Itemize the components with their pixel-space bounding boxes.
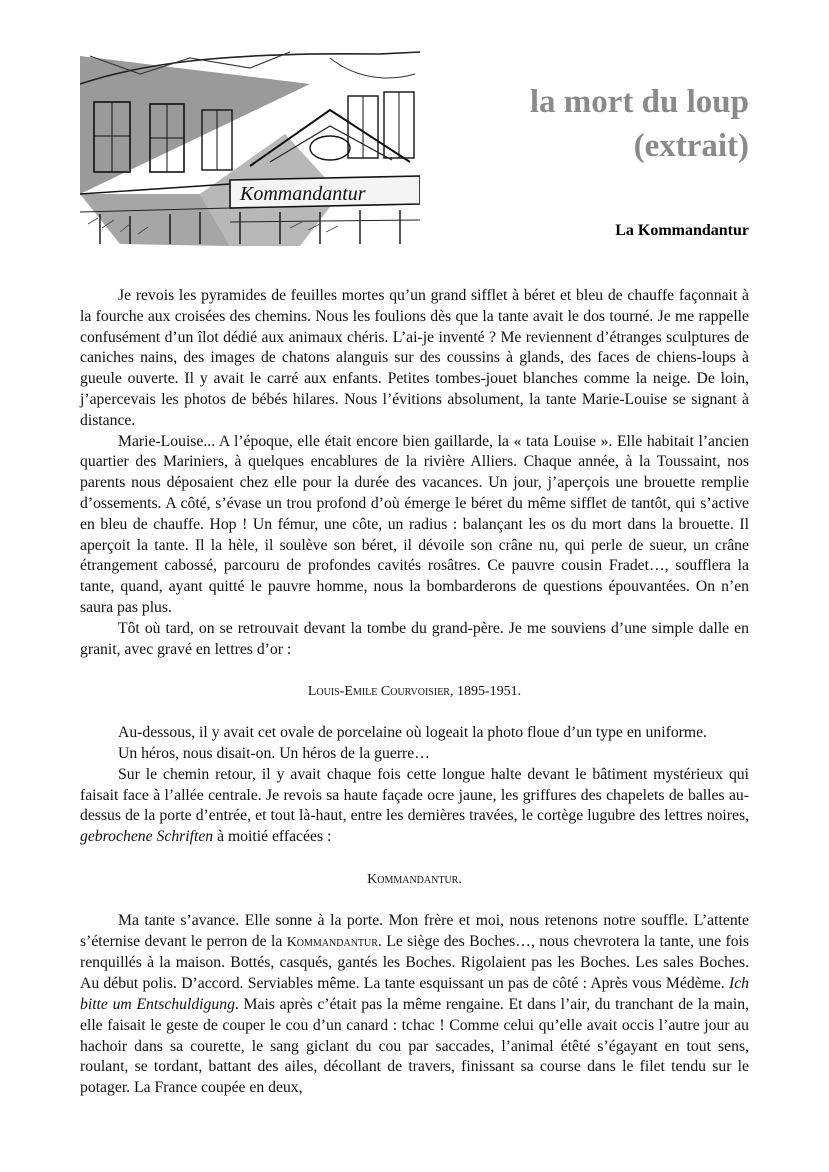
paragraph-2: Marie-Louise... A l’époque, elle était encore bien gaillarde, la « tata Louise ». Elle habitait l’ancien quartier des Mariniers, à quelques encablures de la rivière Alliers. Chaque année, à la Toussaint, nos parents nous déposaient chez elle pour la durée des vacances. Un jour, j’aperçois une brouette remplie d’ossements. A côté, s’évase un trou profond d’où émerge le béret du même sifflet de tantôt, qui s’active en bleu de chauffe. Hop ! Un fémur, une côte, un radius : balançant les os du mort dans la brouette. Il aperçoit la tante. Il la hèle, il soulève son béret, il dévoile son crâne nu, qui perle de sueur, un crâne étrangement cabossé, parcouru de profondes cavités rosâtres. Ce pauvre cousin Fradet…, soufflera la tante, quand, ayant quitté le pauvre homme, nous la bombarderons de questions épouvantées. On n’en saura pas plus. [80, 432, 749, 616]
paragraph-7-italic: Ich bitte um Entschuldigung [80, 975, 749, 1013]
paragraph-7 [80, 911, 749, 1099]
epitaph-text: Louis-Emile Courvoisier, 1895-1951. [307, 684, 522, 700]
document-body [80, 286, 749, 1099]
paragraph-7-smallcaps: Kommandantur [286, 934, 378, 950]
paragraph-6-text-a: Sur le chemin retour, il y avait chaque fois cette longue halte devant le bâtiment mystérieux qui faisait face à l’allée centrale. Je revois sa haute façade ocre jaune, les griffures des chapelets de balles au-dessus de la porte d’entrée, et tout là-haut, entre les dernières travées, le cortège lugubre des lettres noires, [80, 765, 749, 825]
document-title [530, 80, 749, 168]
sign-line [80, 869, 749, 891]
paragraph-5: Un héros, nous disait-on. Un héros de la guerre… [118, 744, 430, 762]
epitaph-line [80, 681, 749, 703]
paragraph-6 [80, 765, 749, 848]
paragraph-6-italic: gebrochene Schriften [80, 828, 214, 846]
paragraph-6-text-b: à moitié effacées : [213, 828, 332, 846]
title-line-1: la mort du loup [529, 84, 749, 120]
paragraph-1: Je revois les pyramides de feuilles mortes qu’un grand sifflet à béret et bleu de chauffe façonnait à la fourche aux croisées des chemins. Nous les foulions dès que la tante avait le dos tourné. Je me rappelle confusément d’un îlot dédié aux animaux chéris. L’ai-je inventé ? Me reviennent d’étranges sculptures de caniches nains, des images de chatons alanguis sur des coussins à glands, des faces de chiens-loups à gueule ouverte. Il y avait le carré aux enfants. Petites tombes-jouet blanches comme la neige. De loin, j’apercevais les photos de bébés hilares. Nous l’évitions absolument, la tante Marie-Louise se signant à distance. [80, 287, 749, 429]
paragraph-7-text-c: . Mais après c’était pas la même rengaine. Et dans l’air, du tranchant de la main, elle faisait le geste de couper le cou d’un canard : tchac ! Comme celui qu’elle avait occis l’autre jour au hachoir dans sa courette, le sang giclant du cou par saccades, l’animal étêté s’égayant en tout sens, roulant, se tordant, battant des ailes, décollant de travers, finissant sa course dans le filet tendu sur le potager. La France coupée en deux, [80, 995, 749, 1097]
paragraph-7-text-b: . Le siège des Boches…, nous chevrotera la tante, une fois renquillés à la maison. Bottés, casqués, gantés les Boches. Rigolaient pas les Boches. Les sales Boches. Au début polis. D’accord. Serviables même. La tante esquissant un pas de côté : Après vous Médème. [80, 932, 749, 993]
sign-lettering: Kommandantur [240, 183, 366, 205]
paragraph-7-text-a: Ma tante s’avance. Elle sonne à la porte. Mon frère et moi, nous retenons notre souffle. L’attente s’éternise devant le perron de la [80, 911, 749, 950]
paragraph-3: Tôt où tard, on se retrouvait devant la tombe du grand-père. Je me souviens d’une simple dalle en granit, avec gravé en lettres d’or : [80, 619, 749, 658]
title-line-2: (extrait) [633, 128, 749, 164]
sign-text: Kommandantur. [367, 871, 462, 887]
building-sketch-illustration [80, 44, 420, 246]
section-subtitle: La Kommandantur [615, 222, 749, 239]
paragraph-4: Au-dessous, il y avait cet ovale de porcelaine où logeait la photo floue d’un type en uniforme. [118, 724, 707, 742]
